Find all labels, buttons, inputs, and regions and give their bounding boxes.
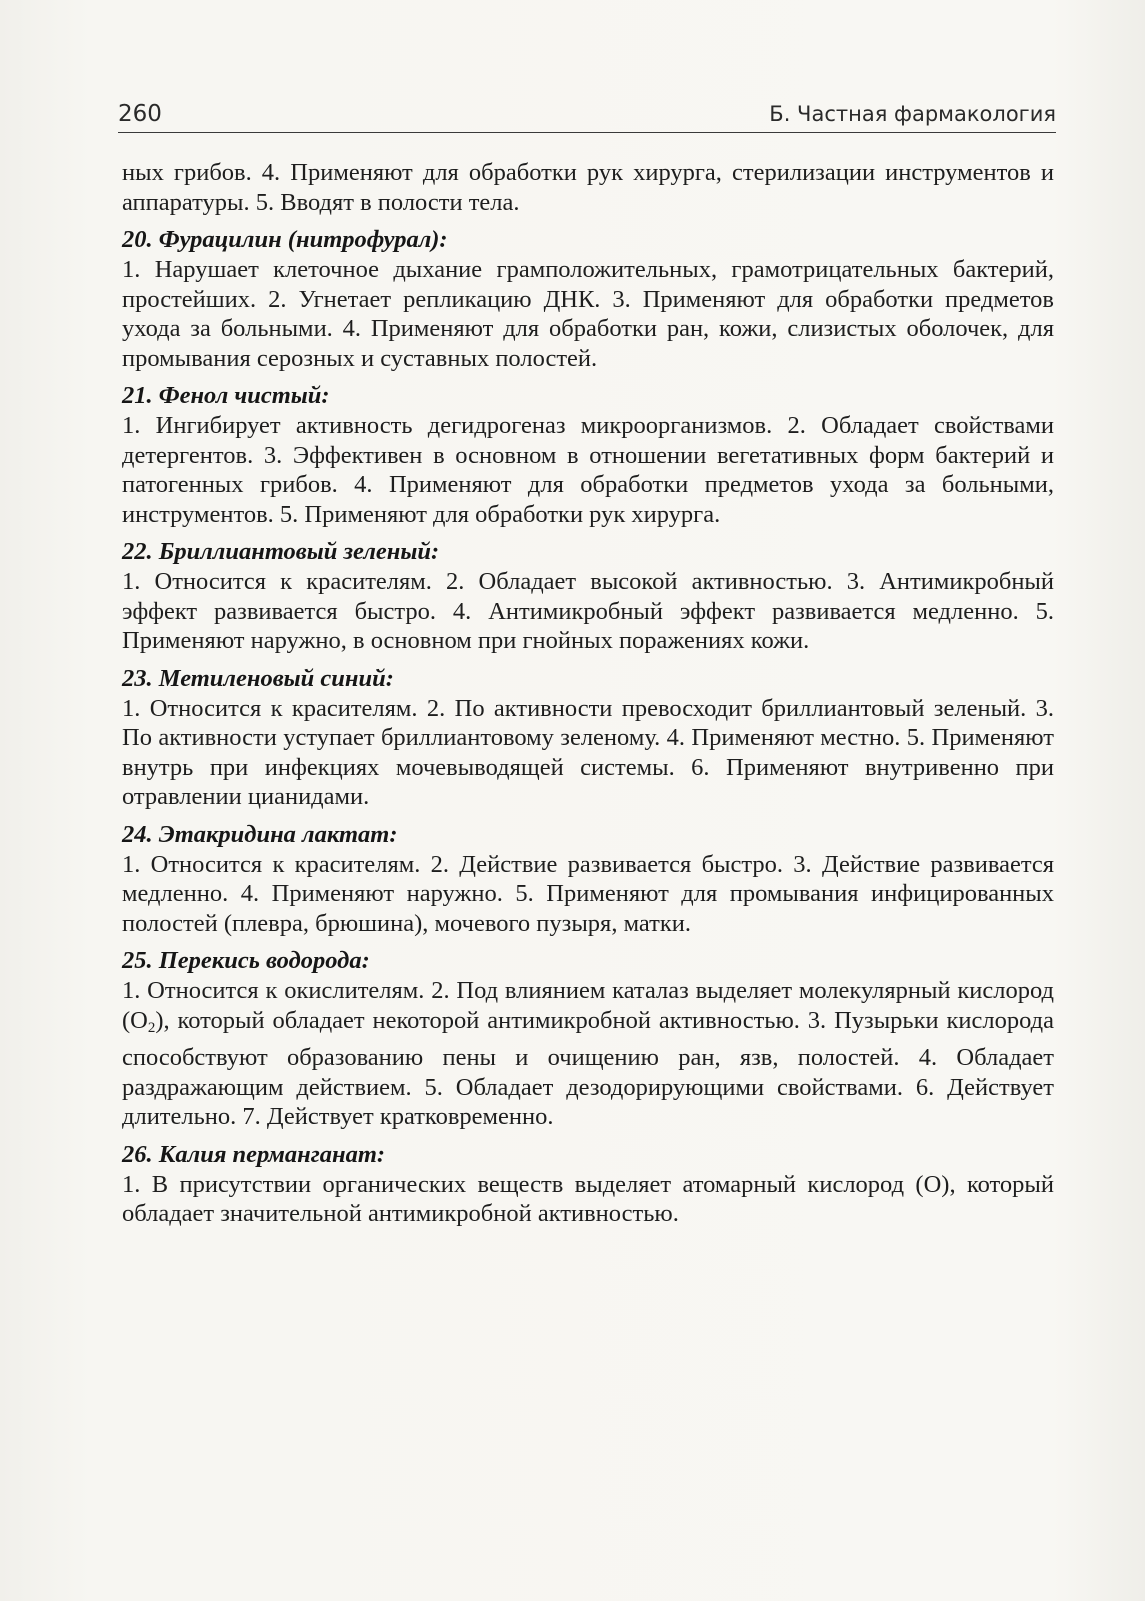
entry-heading: 21. Фенол чистый: xyxy=(122,382,330,409)
entry-21 xyxy=(122,381,1054,529)
entry-text-before-subscript: 1. Относится к окислителям. 2. Под влиянием каталаз выделяет молекулярный кислород (O xyxy=(122,977,1054,1034)
entry-text: 1. Относится к красителям. 2. По активности превосходит бриллиантовый зеленый. 3. По активности уступает бриллиантовому зеленому. 4. Применяют местно. 5. Применяют внутрь при инфекциях мочевыводящей системы. 6. Применяют внутривенно при отравлении цианидами. xyxy=(122,694,1054,810)
entry-20 xyxy=(122,225,1054,373)
entry-text: 1. Относится к красителям. 2. Обладает высокой активностью. 3. Антимикробный эффект развивается быстро. 4. Антимикробный эффект развивается медленно. 5. Применяют наружно, в основном при гнойных поражениях кожи. xyxy=(122,568,1054,654)
entry-22 xyxy=(122,537,1054,656)
entry-text: 1. В присутствии органических веществ выделяет атомарный кислород (O), который обладает значительной антимикробной активностью. xyxy=(122,1170,1054,1227)
continuation-paragraph: ных грибов. 4. Применяют для обработки рук хирурга, стерилизации инструментов и аппаратуры. 5. Вводят в полости тела. xyxy=(122,159,1054,216)
entry-26 xyxy=(122,1140,1054,1229)
entry-heading: 20. Фурацилин (нитрофурал): xyxy=(122,226,448,253)
entry-text: 1. Относится к красителям. 2. Действие развивается быстро. 3. Действие развивается медленно. 4. Применяют наружно. 5. Применяют для промывания инфицированных полостей (плевра, брюшина), мочевого пузыря, матки. xyxy=(122,850,1054,937)
entry-heading: 26. Калия перманганат: xyxy=(122,1140,386,1168)
entry-heading: 24. Этакридина лактат: xyxy=(122,820,398,848)
section-title: Б. Частная фармакология xyxy=(769,102,1056,126)
entry-heading: 23. Метиленовый синий: xyxy=(122,664,394,692)
page-number: 260 xyxy=(118,101,162,127)
entry-heading: 22. Бриллиантовый зеленый: xyxy=(122,538,440,565)
entry-heading: 25. Перекись водорода: xyxy=(122,947,370,974)
entry-23 xyxy=(122,664,1054,812)
entry-24 xyxy=(122,820,1054,939)
page-body xyxy=(122,158,1054,1229)
running-header xyxy=(118,100,1056,133)
entry-text-after-subscript: ), который обладает некоторой антимикробной активностью. 3. Пузырьки кислорода способствуют образованию пены и очищению ран, язв, полостей. 4. Обладает раздражающим действием. 5. Обладает дезодорирующими свойствами. 6. Действует длительно. 7. Действует кратковременно. xyxy=(122,1006,1054,1130)
entry-text: 1. Ингибирует активность дегидрогеназ микроорганизмов. 2. Обладает свойствами детергентов. 3. Эффективен в основном в отношении вегетативных форм бактерий и патогенных грибов. 4. Применяют для обработки предметов ухода за больными, инструментов. 5. Применяют для обработки рук хирурга. xyxy=(122,412,1054,528)
entry-25 xyxy=(122,946,1054,1132)
entry-text xyxy=(122,976,1054,1132)
oxygen-subscript: 2 xyxy=(147,1019,156,1036)
entry-text: 1. Нарушает клеточное дыхание грамположительных, грамотрицательных бактерий, простейших. 2. Угнетает репликацию ДНК. 3. Применяют для обработки предметов ухода за больными. 4. Применяют для обработки ран, кожи, слизистых оболочек, для промывания серозных и суставных полостей. xyxy=(122,256,1054,372)
